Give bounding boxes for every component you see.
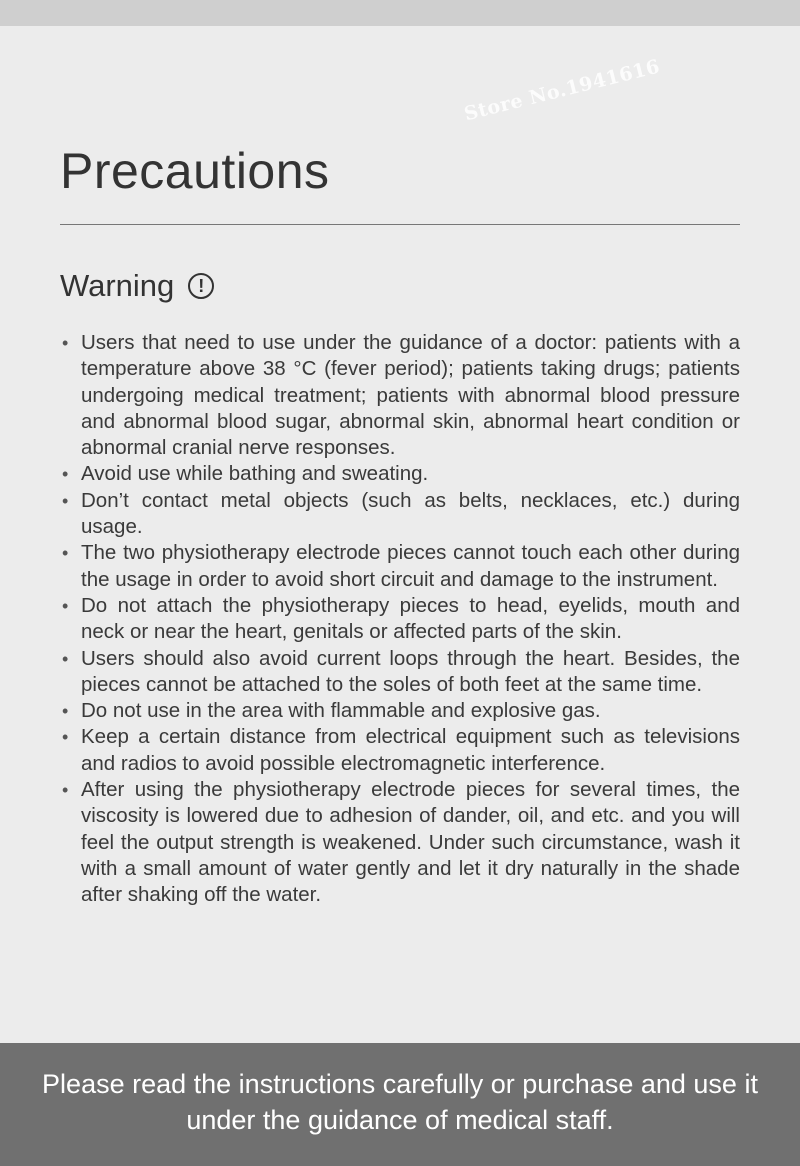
footer-banner: [0, 1043, 800, 1166]
top-band: [0, 0, 800, 26]
precautions-list: [60, 330, 740, 909]
bullet-icon: •: [62, 333, 69, 353]
bullet-icon: •: [62, 543, 69, 564]
bullet-icon: •: [62, 648, 69, 669]
store-watermark: Store No.1941616: [462, 55, 663, 126]
list-item: [60, 488, 740, 541]
bullet-icon: •: [62, 780, 69, 801]
list-item-text: Avoid use while bathing and sweating.: [81, 462, 429, 486]
list-item: [60, 698, 740, 724]
bullet-icon: •: [62, 464, 69, 485]
warning-heading: [60, 268, 214, 304]
list-item-text: The two physiotherapy electrode pieces cannot touch each other during the usage in order to avoid short circuit and damage to the instrument.: [81, 541, 740, 591]
list-item-text: Do not attach the physiotherapy pieces to head, eyelids, mouth and neck or near the heart, genitals or affected parts of the skin.: [81, 593, 740, 644]
list-item-text: Do not use in the area with flammable and explosive gas.: [81, 699, 601, 723]
list-item: [60, 540, 740, 593]
list-item: [60, 646, 740, 699]
bullet-icon: •: [62, 701, 69, 722]
bullet-icon: •: [62, 727, 69, 748]
list-item-text: After using the physiotherapy electrode pieces for several times, the viscosity is lowered due to adhesion of dander, oil, and etc. and you will feel the output strength is weakened. Under such circumstance, wash it with a small amount of water gently and let it dry naturally in the shade after shaking off the water.: [81, 778, 740, 907]
list-item: [60, 777, 740, 908]
exclamation-circle-icon: !: [188, 273, 214, 299]
list-item-text: Users that need to use under the guidance of a doctor: patients with a temperature above 38 °C (fever period); patients taking drugs; patients undergoing medical treatment; patients with abnormal blood pressure and abnormal blood sugar, abnormal skin, abnormal heart condition or abnormal cranial nerve responses.: [81, 331, 740, 460]
warning-label: Warning: [60, 268, 175, 303]
list-item-text: Keep a certain distance from electrical equipment such as televisions and radios to avoid possible electromagnetic interference.: [81, 725, 740, 775]
footer-text: Please read the instructions carefully or purchase and use it under the guidance of medical staff.: [42, 1068, 758, 1135]
list-item-text: Don’t contact metal objects (such as belts, necklaces, etc.) during usage.: [81, 488, 740, 539]
page-title: Precautions: [60, 143, 330, 199]
list-item: [60, 593, 740, 646]
list-item-text: Users should also avoid current loops through the heart. Besides, the pieces cannot be attached to the soles of both feet at the same time.: [81, 646, 740, 696]
bullet-icon: •: [62, 595, 69, 616]
bullet-icon: •: [62, 490, 69, 511]
title-divider: [60, 224, 740, 225]
list-item: [60, 724, 740, 777]
list-item: [60, 461, 740, 487]
list-item: [60, 330, 740, 461]
